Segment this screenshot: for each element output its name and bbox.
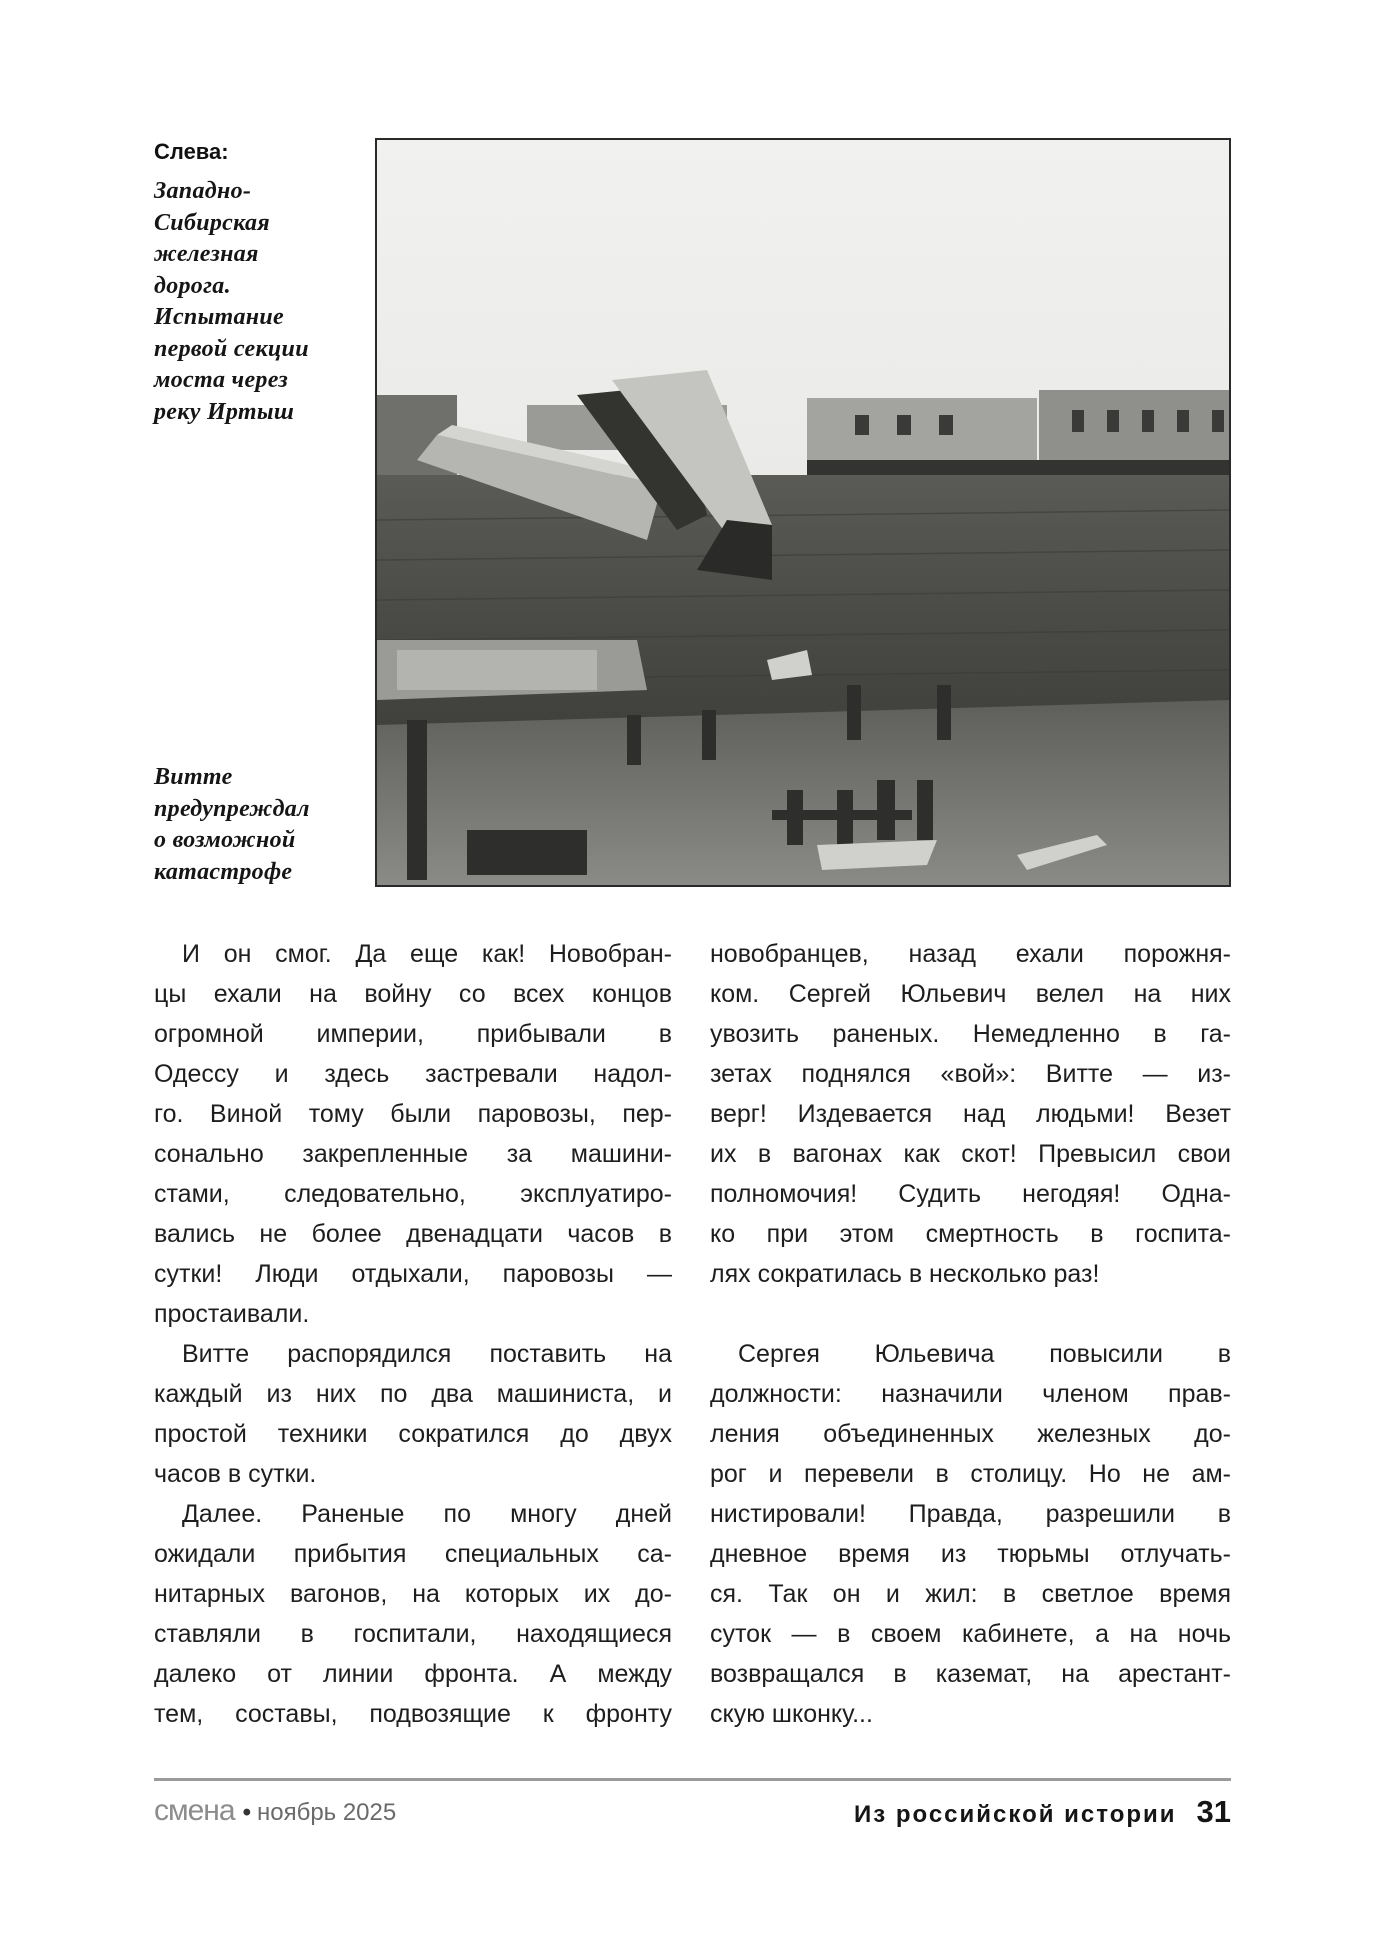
text-line: полномочия! Судить негодяя! Одна- (710, 1180, 1231, 1208)
caption-line: Витте (154, 764, 233, 790)
caption-text (154, 762, 364, 888)
article-column-right (710, 934, 1231, 1734)
text-line: ком. Сергей Юльевич велел на них (710, 980, 1231, 1008)
text-line: возвращался в каземат, на арестант- (710, 1660, 1231, 1688)
section-title: Из российской истории (853, 1801, 1177, 1828)
text-line: ся. Так он и жил: в светлое время (710, 1580, 1231, 1608)
paragraph-spacer (710, 1294, 1231, 1334)
text-line: увозить раненых. Немедленно в га- (710, 1020, 1231, 1048)
text-line: лях сократилась в несколько раз! (710, 1260, 1100, 1288)
text-line: ожидали прибытия специальных са- (154, 1540, 672, 1568)
text-line: простой техники сократился до двух (154, 1420, 672, 1448)
text-line: Сергея Юльевича повысили в (738, 1340, 1231, 1368)
text-line: Далее. Раненые по многу дней (182, 1500, 672, 1528)
text-line: нитарных вагонов, на которых их до- (154, 1580, 672, 1608)
caption-line: железная (154, 241, 259, 267)
text-line: стами, следовательно, эксплуатиро- (154, 1180, 672, 1208)
text-line: сутки! Люди отдыхали, паровозы — (154, 1260, 672, 1288)
text-line: огромной империи, прибывали в (154, 1020, 672, 1048)
text-line: нистировали! Правда, разрешили в (710, 1500, 1231, 1528)
paragraph (154, 1494, 672, 1734)
text-line: рог и перевели в столицу. Но не ам- (710, 1460, 1231, 1488)
photo-caption-bottom (154, 762, 364, 888)
caption-line: Сибирская (154, 209, 270, 236)
text-line: ставляли в госпитали, находящиеся (154, 1620, 672, 1648)
footer-section (854, 1794, 1231, 1830)
caption-line: предупреждал (154, 795, 310, 822)
caption-label: Слева: (154, 139, 229, 164)
paragraph (710, 934, 1231, 1294)
text-line: каждый из них по два машиниста, и (154, 1380, 672, 1408)
separator-dot: • (242, 1799, 251, 1826)
paragraph (710, 1334, 1231, 1734)
text-line: цы ехали на войну со всех концов (154, 980, 672, 1008)
train-wreck-photo (375, 138, 1231, 887)
caption-line: дорога. (154, 272, 231, 299)
caption-line: о возможной (154, 827, 296, 853)
photo-caption-top (154, 138, 364, 428)
text-line: го. Виной тому были паровозы, пер- (154, 1100, 672, 1128)
text-line: сонально закрепленные за машини- (154, 1140, 672, 1168)
text-line: новобранцев, назад ехали порожня- (710, 940, 1231, 968)
issue-date: ноябрь 2025 (256, 1799, 397, 1826)
page-number: 31 (1196, 1794, 1231, 1829)
text-line: Витте распорядился поставить на (182, 1340, 672, 1368)
footer-divider (154, 1778, 1231, 1781)
text-line: дневное время из тюрьмы отлучать- (710, 1540, 1231, 1568)
caption-line: реку Иртыш (154, 398, 295, 425)
caption-line: первой секции (154, 335, 309, 362)
paragraph (154, 1334, 672, 1494)
footer-issue (154, 1796, 396, 1828)
text-line: вались не более двенадцати часов в (154, 1220, 672, 1248)
paragraph (154, 934, 672, 1334)
text-line: простаивали. (154, 1300, 310, 1328)
text-line: суток — в своем кабинете, а на ночь (710, 1620, 1231, 1648)
text-line: зетах поднялся «вой»: Витте — из- (710, 1060, 1231, 1088)
text-line: ко при этом смертность в госпита- (710, 1220, 1231, 1248)
text-line: И он смог. Да еще как! Новобран- (182, 940, 672, 968)
photo-illustration (377, 140, 1229, 885)
caption-line: катастрофе (154, 858, 293, 885)
text-line: скую шконку... (710, 1700, 873, 1728)
caption-line: Испытание (154, 304, 285, 330)
caption-line: моста через (154, 367, 289, 393)
text-line: часов в сутки. (154, 1460, 317, 1488)
text-line: далеко от линии фронта. А между (154, 1660, 672, 1688)
text-line: их в вагонах как скот! Превысил свои (710, 1140, 1231, 1168)
caption-text (154, 176, 364, 428)
text-line: ления объединенных железных до- (710, 1420, 1231, 1448)
text-line: должности: назначили членом прав- (710, 1380, 1231, 1408)
magazine-logo: смена (154, 1794, 235, 1827)
article-column-left (154, 934, 672, 1734)
text-line: верг! Издевается над людьми! Везет (710, 1100, 1231, 1128)
text-line: Одессу и здесь застревали надол- (154, 1060, 672, 1088)
caption-line: Западно- (154, 178, 252, 204)
text-line: тем, составы, подвозящие к фронту (154, 1700, 672, 1728)
